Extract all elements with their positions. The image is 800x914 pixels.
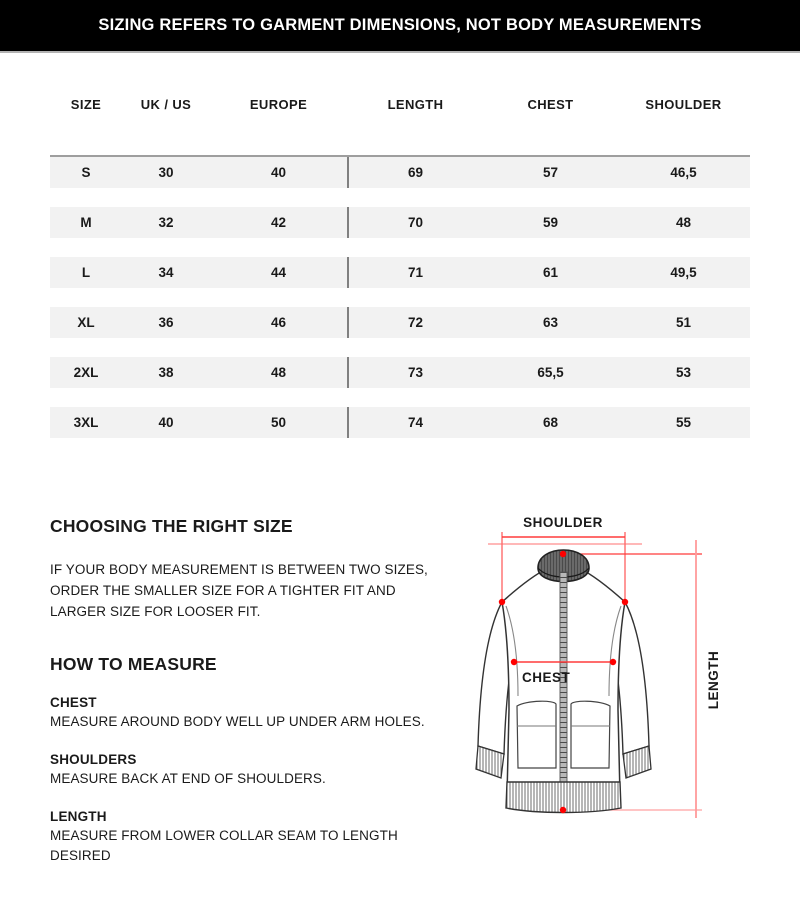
cell-chest: 63 — [484, 307, 617, 338]
header-rule-cell — [50, 133, 750, 157]
cell-size: 2XL — [50, 357, 122, 388]
cell-ukus: 32 — [122, 207, 210, 238]
how-to-measure-heading: HOW TO MEASURE — [50, 654, 217, 674]
cell-europe: 46 — [210, 307, 347, 338]
choosing-heading: CHOOSING THE RIGHT SIZE — [50, 516, 293, 536]
chest-dimension-label: CHEST — [522, 670, 571, 685]
measure-definition-length-line-2: DESIRED — [50, 848, 111, 863]
size-table — [50, 85, 750, 438]
cell-length: 70 — [347, 207, 484, 238]
shoulder-right-point — [622, 599, 628, 605]
column-header-size: SIZE — [70, 96, 102, 112]
cell-size: L — [50, 257, 122, 288]
banner-underline — [0, 51, 800, 53]
cell-chest: 61 — [484, 257, 617, 288]
cell-ukus: 34 — [122, 257, 210, 288]
cell-length: 71 — [347, 257, 484, 288]
table-row[interactable] — [50, 207, 750, 238]
table-row[interactable] — [50, 307, 750, 338]
lower-section — [50, 516, 750, 896]
column-header-chest: CHEST — [527, 96, 574, 112]
column-header-length: LENGTH — [387, 96, 444, 112]
center-zipper — [560, 572, 567, 812]
cell-europe: 48 — [210, 357, 347, 388]
table-row[interactable] — [50, 407, 750, 438]
measure-definition-chest: MEASURE AROUND BODY WELL UP UNDER ARM HOLES. — [50, 714, 425, 729]
size-table-container — [50, 85, 750, 438]
chest-right-point — [610, 659, 616, 665]
shoulder-left-point — [499, 599, 505, 605]
collar-top-point — [560, 551, 566, 557]
cell-length: 72 — [347, 307, 484, 338]
chest-left-point — [511, 659, 517, 665]
cell-length: 69 — [347, 157, 484, 188]
size-table-body — [50, 157, 750, 438]
cell-shoulder: 51 — [617, 307, 750, 338]
length-dimension-label: LENGTH — [706, 650, 721, 710]
cell-size: 3XL — [50, 407, 122, 438]
cell-length: 73 — [347, 357, 484, 388]
left-pocket — [517, 701, 556, 768]
column-header-shoulder: SHOULDER — [645, 96, 722, 112]
choosing-body-line-1: IF YOUR BODY MEASUREMENT IS BETWEEN TWO SIZES, — [50, 562, 428, 577]
cell-shoulder: 48 — [617, 207, 750, 238]
cell-shoulder: 46,5 — [617, 157, 750, 188]
cell-chest: 57 — [484, 157, 617, 188]
row-spacer — [50, 238, 750, 257]
table-row[interactable] — [50, 357, 750, 388]
column-header-europe: EUROPE — [249, 96, 308, 112]
jacket-diagram — [470, 510, 770, 840]
table-header-row — [50, 85, 750, 133]
row-spacer — [50, 388, 750, 407]
cell-europe: 44 — [210, 257, 347, 288]
measure-definition-length-line-1: MEASURE FROM LOWER COLLAR SEAM TO LENGTH — [50, 828, 398, 843]
cell-chest: 59 — [484, 207, 617, 238]
measure-item-shoulders — [50, 752, 450, 789]
choosing-body — [50, 559, 450, 622]
measure-item-chest — [50, 695, 450, 732]
cell-shoulder: 55 — [617, 407, 750, 438]
row-spacer — [50, 288, 750, 307]
cell-shoulder: 53 — [617, 357, 750, 388]
cell-size: S — [50, 157, 122, 188]
page-banner — [0, 0, 800, 51]
choosing-body-line-3: LARGER SIZE FOR LOOSER FIT. — [50, 604, 261, 619]
row-spacer — [50, 188, 750, 207]
cell-europe: 50 — [210, 407, 347, 438]
choosing-body-line-2: ORDER THE SMALLER SIZE FOR A TIGHTER FIT AND — [50, 583, 396, 598]
cell-ukus: 30 — [122, 157, 210, 188]
table-row[interactable] — [50, 257, 750, 288]
right-pocket — [571, 701, 610, 768]
cell-europe: 42 — [210, 207, 347, 238]
measure-term-length: LENGTH — [50, 809, 107, 824]
row-spacer — [50, 338, 750, 357]
cell-ukus: 38 — [122, 357, 210, 388]
cell-chest: 68 — [484, 407, 617, 438]
cell-shoulder: 49,5 — [617, 257, 750, 288]
cell-length: 74 — [347, 407, 484, 438]
measure-item-length — [50, 809, 450, 866]
shoulder-dimension-label: SHOULDER — [523, 515, 603, 530]
cell-europe: 40 — [210, 157, 347, 188]
measure-term-chest: CHEST — [50, 695, 97, 710]
cell-ukus: 40 — [122, 407, 210, 438]
hem-bottom-point — [560, 807, 566, 813]
measure-term-shoulders: SHOULDERS — [50, 752, 137, 767]
page-title: SIZING REFERS TO GARMENT DIMENSIONS, NOT BODY MEASUREMENTS — [98, 16, 702, 34]
measure-definition-shoulders: MEASURE BACK AT END OF SHOULDERS. — [50, 771, 326, 786]
column-header-ukus: UK / US — [140, 96, 192, 112]
measure-definition-length — [50, 826, 450, 866]
cell-ukus: 36 — [122, 307, 210, 338]
table-row[interactable] — [50, 157, 750, 188]
cell-size: M — [50, 207, 122, 238]
guidance-column — [50, 516, 450, 866]
cell-chest: 65,5 — [484, 357, 617, 388]
header-rule-row — [50, 133, 750, 157]
cell-size: XL — [50, 307, 122, 338]
